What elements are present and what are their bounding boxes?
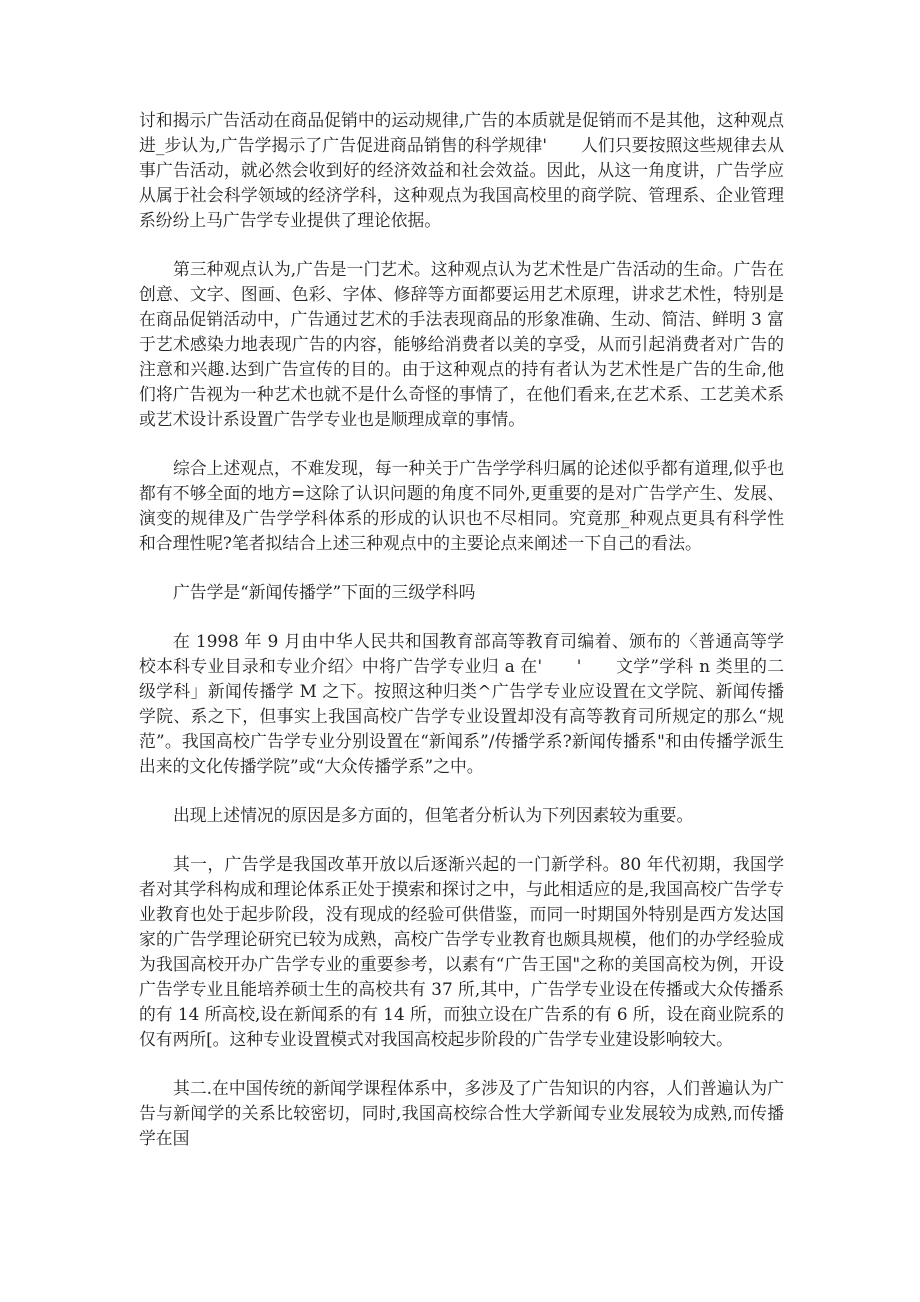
document-body (139, 108, 784, 1175)
paragraph-5: 出现上述情况的原因是多方面的，但笔者分析认为下列因素较为重要。 (173, 805, 694, 825)
paragraph-7: 其二.在中国传统的新闻学课程体系中，多涉及了广告知识的内容，人们普遍认为广告与新闻学的关系比较密切，同时,我国高校综合性大学新闻专业发展较为成熟,而传播学在国 (139, 1078, 784, 1148)
paragraph-3: 综合上述观点，不难发现，每一种关于广告学学科归属的论述似乎都有道理,似乎也都有不够全面的地方=这除了认识问题的角度不同外,更重要的是对广告学产生、发展、演变的规律及广告学学科体系的形成的认识也不尽相同。究竟那_种观点更具有科学性和合理性呢?笔者拟结合上述三种观点中的主要论点来阐述一下自己的看法。 (139, 458, 784, 553)
paragraph-2: 第三种观点认为,广告是一门艺术。这种观点认为艺术性是广告活动的生命。广告在创意、文字、图画、色彩、字体、修辞等方面都要运用艺术原理，讲求艺术性，特别是在商品促销活动中，广告通过艺术的手法表现商品的形象准确、生动、简洁、鲜明 3 富于艺术感染力地表现广告的内容，能够给消费者以美的享受，从而引起消费者对广告的注意和兴趣.达到广告宣传的目的。由于这种观点的持有者认为艺术性是广告的生命,他们将广告视为一种艺术也就不是什么奇怪的事情了，在他们看来,在艺术系、工艺美术系或艺术设计系设置广告学专业也是顺理成章的事情。 (139, 259, 784, 429)
paragraph-1: 讨和揭示广告活动在商品促销中的运动规律,广告的本质就是促销而不是其他，这种观点进_步认为,广告学揭示了广告促进商品销售的科学规律' 人们只要按照这些规律去从事广告活动，就必然会收到好的经济效益和社会效益。因此，从这一角度讲，广告学应从属于社会科学领域的经济学科，这种观点为我国高校里的商学院、管理系、企业管理系纷纷上马广告学专业提供了理论依据。 (139, 110, 784, 230)
section-heading: 广告学是“新闻传播学”下面的三级学科吗 (173, 582, 476, 602)
paragraph-4: 在 1998 年 9 月由中华人民共和国教育部高等教育司编着、颁布的〈普通高等学校本科专业目录和专业介绍〉中将广告学专业归 a 在' ' 文学”学科 n 类里的二级学科」新闻传播学 M 之下。按照这种归类^广告学专业应设置在文学院、新闻传播学院、系之下，但事实上我国高校广告学专业设置却没有高等教育司所规定的那么“规范”。我国高校广告学专业分别设置在“新闻系”/传播学系?新闻传播系"和由传播学派生出来的文化传播学院”或“大众传播学系”之中。 (139, 631, 784, 776)
paragraph-6: 其一，广告学是我国改革开放以后逐渐兴起的一门新学科。80 年代初期，我国学者对其学科构成和理论体系正处于摸索和探讨之中，与此相适应的是,我国高校广告学专业教育也处于起步阶段，没有现成的经验可供借鉴，而同一时期国外特别是西方发达国家的广告学理论研究已较为成熟，高校广告学专业教育也颇具规模，他们的办学经验成为我国高校开办广告学专业的重要参考，以素有“广告王国"之称的美国高校为例，开设广告学专业且能培养硕士生的高校共有 37 所,其中，广告学专业设在传播或大众传播系的有 14 所高校,设在新闻系的有 14 所，而独立设在广告系的有 6 所，设在商业院系的仅有两所[。这种专业设置模式对我国高校起步阶段的广告学专业建设影响较大。 (139, 854, 784, 1049)
